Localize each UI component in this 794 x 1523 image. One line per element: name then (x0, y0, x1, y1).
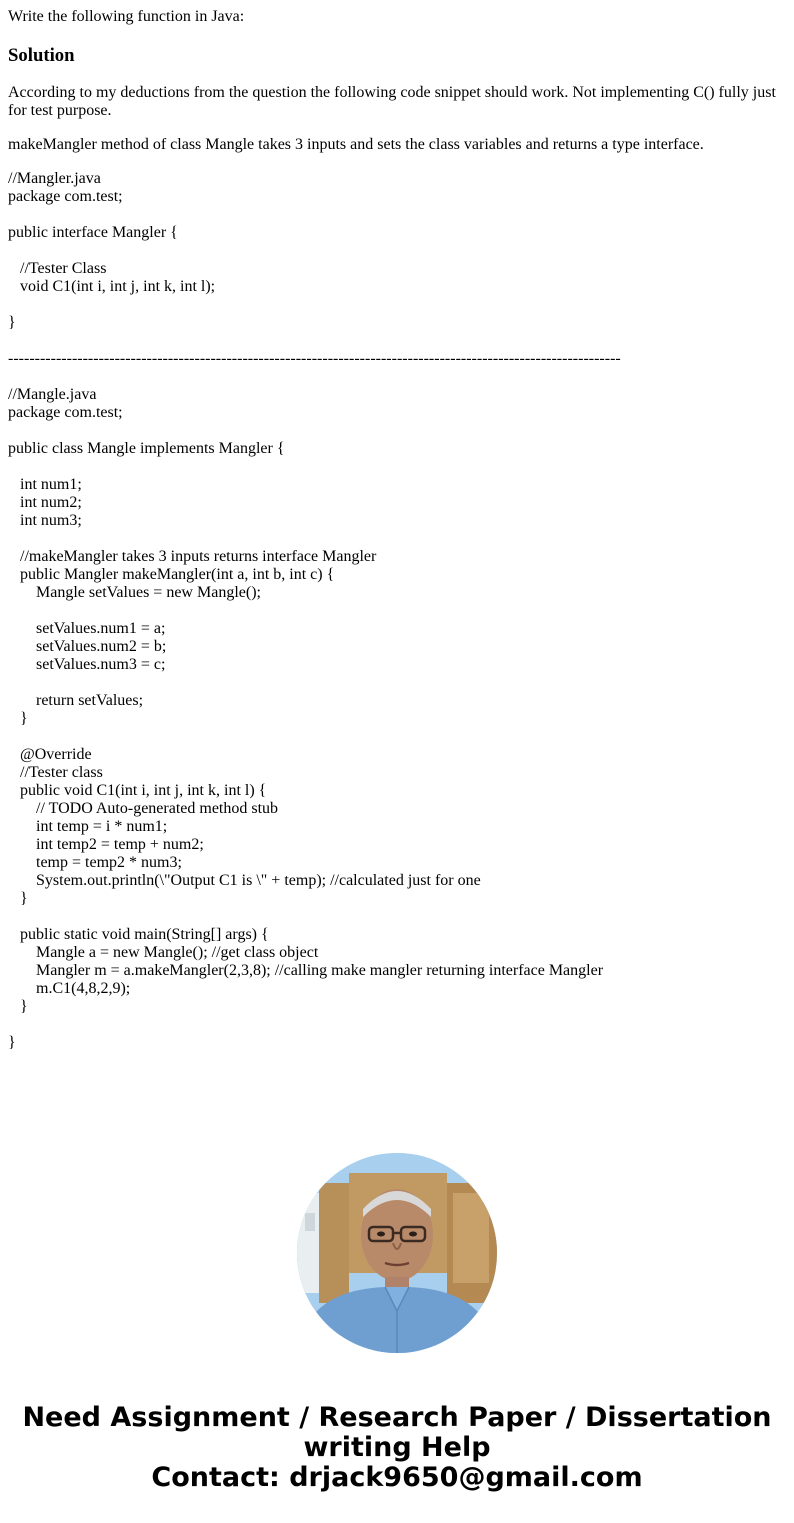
code-line: int temp = i * num1; (8, 818, 168, 835)
code-line: setValues.num2 = b; (8, 638, 167, 655)
code-line: temp = temp2 * num3; (8, 854, 182, 871)
code-blank-line (8, 674, 784, 692)
code-line: int num2; (8, 494, 82, 511)
code-line: //Tester Class (8, 260, 107, 277)
code-line: Mangler m = a.makeMangler(2,3,8); //calling make mangler returning interface Mangler (8, 962, 604, 979)
code-blank-line (8, 530, 784, 548)
code-blank-line (8, 1016, 784, 1034)
question-text: Write the following function in Java: (8, 8, 245, 25)
code-line: } (8, 314, 16, 331)
code-line: package com.test; (8, 188, 123, 205)
code-line: int temp2 = temp + num2; (8, 836, 204, 853)
promo-banner (0, 1403, 794, 1493)
author-photo-icon (297, 1153, 497, 1353)
code-line: //Mangler.java (8, 170, 101, 187)
code-blank-line (8, 728, 784, 746)
code-blank-line (8, 602, 784, 620)
document-body (8, 8, 784, 1052)
code-line: Mangle a = new Mangle(); //get class object (8, 944, 319, 961)
code-line: package com.test; (8, 404, 123, 421)
code-line: ------------------------------------------------------------------------------------------------------------------- (8, 350, 621, 367)
code-line: int num1; (8, 476, 82, 493)
code-line: //makeMangler takes 3 inputs returns interface Mangler (8, 548, 377, 565)
code-line: int num3; (8, 512, 82, 529)
code-line: return setValues; (8, 692, 144, 709)
code-line: setValues.num3 = c; (8, 656, 166, 673)
code-line: } (8, 710, 28, 727)
code-block (8, 170, 784, 1052)
code-line: } (8, 890, 28, 907)
promo-contact-email: Contact: drjack9650@gmail.com (151, 1462, 643, 1493)
code-blank-line (8, 422, 784, 440)
code-blank-line (8, 368, 784, 386)
code-line: public class Mangle implements Mangler { (8, 440, 285, 457)
code-line: // TODO Auto-generated method stub (8, 800, 279, 817)
code-line: //Tester class (8, 764, 103, 781)
solution-heading: Solution (8, 45, 75, 66)
code-line: setValues.num1 = a; (8, 620, 166, 637)
code-line: public static void main(String[] args) { (8, 926, 269, 943)
author-avatar (297, 1153, 497, 1353)
explanation-paragraph-1: According to my deductions from the question the following code snippet should work. Not implementing C() fully just for test purpose. (8, 84, 776, 119)
code-line: } (8, 1034, 16, 1051)
code-blank-line (8, 458, 784, 476)
code-blank-line (8, 296, 784, 314)
code-line: Mangle setValues = new Mangle(); (8, 584, 261, 601)
code-line: m.C1(4,8,2,9); (8, 980, 131, 997)
code-line: System.out.println(\"Output C1 is \" + temp); //calculated just for one (8, 872, 481, 889)
code-line: void C1(int i, int j, int k, int l); (8, 278, 216, 295)
code-line: //Mangle.java (8, 386, 97, 403)
code-blank-line (8, 242, 784, 260)
code-blank-line (8, 206, 784, 224)
promo-line-1: Need Assignment / Research Paper / Dissertation (22, 1402, 772, 1433)
code-line: public void C1(int i, int j, int k, int l) { (8, 782, 267, 799)
code-line: public interface Mangler { (8, 224, 178, 241)
explanation-paragraph-2: makeMangler method of class Mangle takes 3 inputs and sets the class variables and returns a type interface. (8, 136, 704, 153)
code-line: @Override (8, 746, 92, 763)
code-line: } (8, 998, 28, 1015)
code-blank-line (8, 908, 784, 926)
code-blank-line (8, 332, 784, 350)
promo-line-2: writing Help (303, 1432, 491, 1463)
code-line: public Mangler makeMangler(int a, int b, int c) { (8, 566, 335, 583)
